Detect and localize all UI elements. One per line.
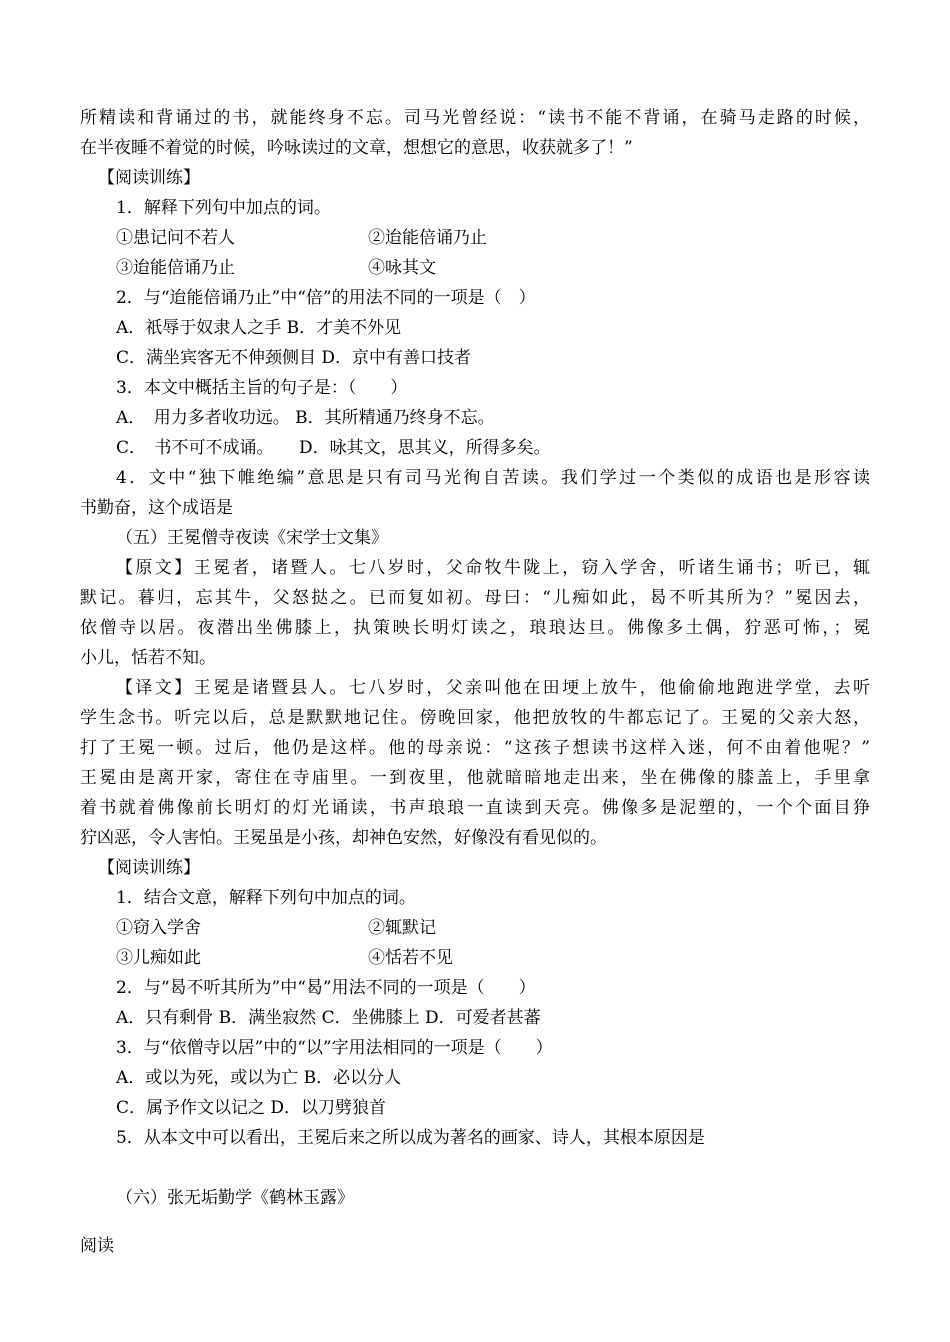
section6-title: （六）张无垢勤学《鹤林玉露》 — [116, 1188, 354, 1208]
training1-q1-opt-4: ④咏其文 — [368, 258, 436, 278]
training2-q3-ab: A．或以为死，或以为亡 B．必以分人 — [116, 1068, 402, 1088]
training2-q2: 2．与“曷不听其所为”中“曷”用法不同的一项是（ ） — [116, 978, 536, 998]
training1-q3-ab: A． 用力多者收功远。 B．其所精通乃终身不忘。 — [116, 408, 495, 428]
intro-line-2: 在半夜睡不着觉的时候，吟咏读过的文章，想想它的意思，收获就多了！” — [80, 138, 633, 158]
training1-q2: 2．与“迨能倍诵乃止”中“倍”的用法不同的一项是（ ） — [116, 288, 536, 308]
training1-q4-line-1: 4．文中“独下帷绝编”意思是只有司马光徇自苦读。我们学过一个类似的成语也是形容读 — [116, 468, 870, 488]
section5-original-line-2: 默记。暮归，忘其牛，父怒挞之。已而复如初。母曰：“儿痴如此，曷不听其所为？”冕因去， — [80, 588, 870, 608]
section5-translation-line-6: 狞凶恶，令人害怕。王冕虽是小孩，却神色安然，好像没有看见似的。 — [80, 828, 607, 848]
section5-translation-line-2: 学生念书。听完以后，总是默默地记住。傍晚回家，他把放牧的牛都忘记了。王冕的父亲大怒， — [80, 708, 870, 728]
section5-title: （五）王冕僧寺夜读《宋学士文集》 — [116, 528, 388, 548]
training2-q1-opt-3: ③儿痴如此 — [116, 948, 201, 968]
training1-q3-cd: C． 书不可不成诵。 D．咏其文，思其义，所得多矣。 — [116, 438, 551, 458]
training1-q1-opt-3: ③迨能倍诵乃止 — [116, 258, 235, 278]
intro-line-1: 所精读和背诵过的书，就能终身不忘。司马光曾经说：“读书不能不背诵，在骑马走路的时候， — [80, 108, 870, 128]
training2-q5: 5．从本文中可以看出，王冕后来之所以成为著名的画家、诗人，其根本原因是 — [116, 1128, 705, 1148]
training2-q1-opt-2: ②辄默记 — [368, 918, 436, 938]
section5-original-line-1: 【原文】王冕者，诸暨人。七八岁时，父命牧牛陇上，窃入学舍，听诸生诵书；听已，辄 — [116, 558, 870, 578]
section5-original-line-4: 小儿，恬若不知。 — [80, 648, 216, 668]
training2-q1: 1．结合文意，解释下列句中加点的词。 — [116, 888, 416, 908]
section5-translation-line-4: 王冕由是离开家，寄住在寺庙里。一到夜里，他就暗暗地走出来，坐在佛像的膝盖上，手里拿 — [80, 768, 870, 788]
training1-q2-ab: A．祇辱于奴隶人之手 B．才美不外见 — [116, 318, 402, 338]
training2-q2-options: A．只有剩骨 B．满坐寂然 C．坐佛膝上 D．可爱者甚蕃 — [116, 1008, 541, 1028]
training2-q1-opt-4: ④恬若不见 — [368, 948, 453, 968]
section5-translation-line-5: 着书就着佛像前长明灯的灯光诵读，书声琅琅一直读到天亮。佛像多是泥塑的，一个个面目狰 — [80, 798, 870, 818]
training1-q4-line-2: 书勤奋，这个成语是 — [80, 498, 233, 518]
section5-original-line-3: 依僧寺以居。夜潜出坐佛膝上，执策映长明灯读之，琅琅达旦。佛像多土偶，狞恶可怖，；冕 — [80, 618, 870, 638]
section6-label: 阅读 — [80, 1236, 114, 1256]
training2-q3: 3．与“依僧寺以居”中的“以”字用法相同的一项是（ ） — [116, 1038, 553, 1058]
training2-q3-cd: C．属予作文以记之 D．以刀劈狼首 — [116, 1098, 387, 1118]
training1-q1: 1．解释下列句中加点的词。 — [116, 198, 331, 218]
training1-q2-cd: C．满坐宾客无不伸颈侧目 D．京中有善口技者 — [116, 348, 472, 368]
training1-heading: 【阅读训练】 — [98, 168, 200, 188]
training1-q1-opt-1: ①患记问不若人 — [116, 228, 235, 248]
training1-q3: 3．本文中概括主旨的句子是：（ ） — [116, 378, 408, 398]
training1-q1-opt-2: ②迨能倍诵乃止 — [368, 228, 487, 248]
section5-translation-line-3: 打了王冕一顿。过后，他仍是这样。他的母亲说：“这孩子想读书这样入迷，何不由着他呢？” — [80, 738, 870, 758]
training2-q1-opt-1: ①窃入学舍 — [116, 918, 201, 938]
training2-heading: 【阅读训练】 — [98, 858, 200, 878]
section5-translation-line-1: 【译文】王冕是诸暨县人。七八岁时，父亲叫他在田埂上放牛，他偷偷地跑进学堂，去听 — [116, 678, 870, 698]
